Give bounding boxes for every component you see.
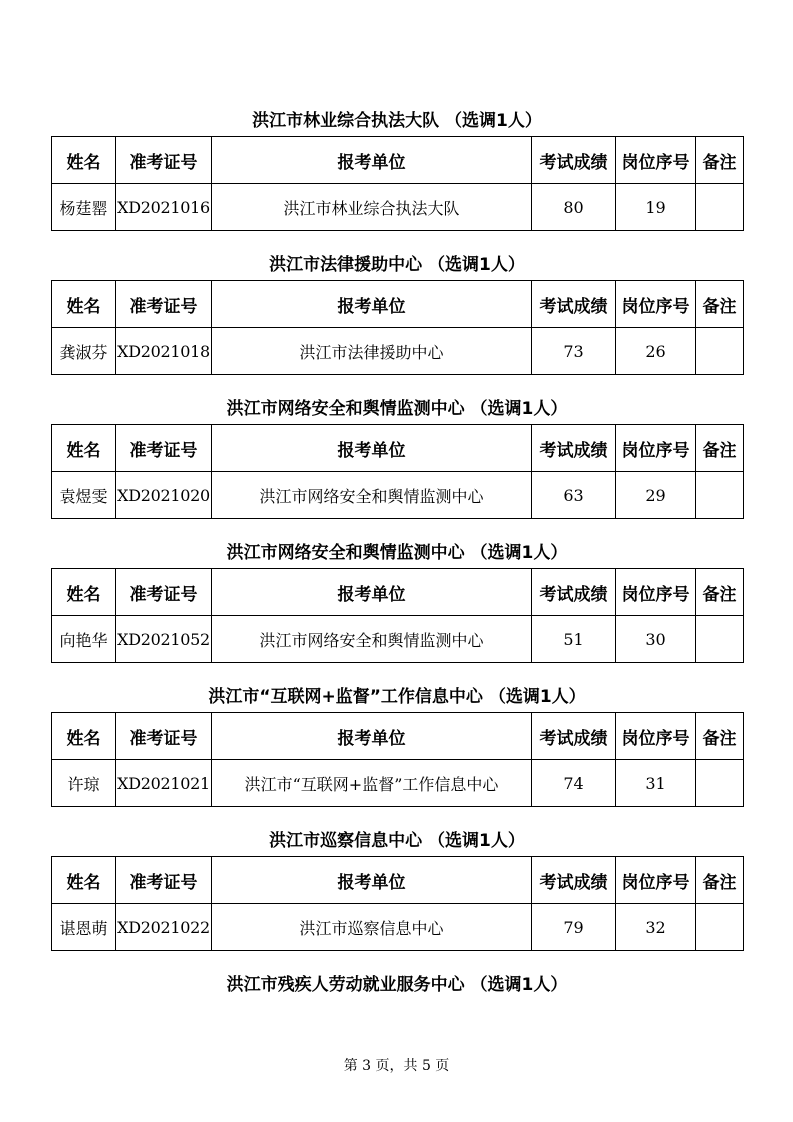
header-exam-id: 准考证号 (116, 425, 212, 472)
cell-exam-id: XD2021018 (116, 328, 212, 375)
section-title: 洪江市巡察信息中心 （选调1人） (269, 831, 525, 851)
header-position-no: 岗位序号 (616, 425, 696, 472)
result-table (51, 856, 744, 951)
header-row (52, 137, 744, 184)
header-score: 考试成绩 (532, 137, 616, 184)
header-row (52, 569, 744, 616)
cell-remark (696, 328, 744, 375)
cell-position-no: 31 (616, 760, 696, 807)
header-unit: 报考单位 (212, 713, 532, 760)
cell-exam-id: XD2021016 (116, 184, 212, 231)
cell-score: 80 (532, 184, 616, 231)
cell-unit: 洪江市“互联网+监督”工作信息中心 (212, 760, 532, 807)
cell-exam-id: XD2021020 (116, 472, 212, 519)
header-exam-id: 准考证号 (116, 857, 212, 904)
cell-position-no: 32 (616, 904, 696, 951)
header-score: 考试成绩 (532, 569, 616, 616)
header-row (52, 281, 744, 328)
header-unit: 报考单位 (212, 857, 532, 904)
header-position-no: 岗位序号 (616, 857, 696, 904)
cell-remark (696, 904, 744, 951)
header-name: 姓名 (52, 137, 116, 184)
header-remark: 备注 (696, 137, 744, 184)
table-row (52, 328, 744, 375)
result-table (51, 280, 744, 375)
header-remark: 备注 (696, 569, 744, 616)
section-title: 洪江市法律援助中心 （选调1人） (269, 255, 525, 275)
header-position-no: 岗位序号 (616, 137, 696, 184)
section-title: 洪江市林业综合执法大队 （选调1人） (252, 111, 542, 131)
cell-name: 杨莛罂 (52, 184, 116, 231)
cell-score: 63 (532, 472, 616, 519)
cell-position-no: 19 (616, 184, 696, 231)
header-unit: 报考单位 (212, 137, 532, 184)
cell-position-no: 26 (616, 328, 696, 375)
result-table (51, 136, 744, 231)
cell-unit: 洪江市网络安全和舆情监测中心 (212, 616, 532, 663)
table-row (52, 472, 744, 519)
cell-score: 74 (532, 760, 616, 807)
cell-unit: 洪江市巡察信息中心 (212, 904, 532, 951)
cell-remark (696, 616, 744, 663)
table-row (52, 760, 744, 807)
header-remark: 备注 (696, 857, 744, 904)
result-table (51, 424, 744, 519)
header-remark: 备注 (696, 425, 744, 472)
header-remark: 备注 (696, 713, 744, 760)
table-row (52, 184, 744, 231)
cell-name: 龚淑芬 (52, 328, 116, 375)
section-title: 洪江市残疾人劳动就业服务中心 （选调1人） (226, 975, 568, 995)
page-number-footer: 第 3 页，共 5 页 (343, 1058, 450, 1074)
cell-unit: 洪江市林业综合执法大队 (212, 184, 532, 231)
cell-remark (696, 184, 744, 231)
cell-remark (696, 760, 744, 807)
header-name: 姓名 (52, 569, 116, 616)
cell-remark (696, 472, 744, 519)
cell-name: 谌恩萌 (52, 904, 116, 951)
cell-position-no: 29 (616, 472, 696, 519)
cell-name: 袁煜雯 (52, 472, 116, 519)
header-name: 姓名 (52, 857, 116, 904)
header-position-no: 岗位序号 (616, 281, 696, 328)
header-row (52, 425, 744, 472)
cell-unit: 洪江市法律援助中心 (212, 328, 532, 375)
header-name: 姓名 (52, 425, 116, 472)
header-name: 姓名 (52, 281, 116, 328)
header-exam-id: 准考证号 (116, 569, 212, 616)
header-name: 姓名 (52, 713, 116, 760)
cell-position-no: 30 (616, 616, 696, 663)
cell-score: 73 (532, 328, 616, 375)
header-score: 考试成绩 (532, 281, 616, 328)
header-unit: 报考单位 (212, 281, 532, 328)
header-exam-id: 准考证号 (116, 713, 212, 760)
cell-score: 79 (532, 904, 616, 951)
header-position-no: 岗位序号 (616, 569, 696, 616)
header-remark: 备注 (696, 281, 744, 328)
cell-name: 许琼 (52, 760, 116, 807)
header-exam-id: 准考证号 (116, 281, 212, 328)
header-exam-id: 准考证号 (116, 137, 212, 184)
cell-unit: 洪江市网络安全和舆情监测中心 (212, 472, 532, 519)
section-title: 洪江市“互联网+监督”工作信息中心 （选调1人） (208, 687, 586, 707)
header-unit: 报考单位 (212, 569, 532, 616)
header-position-no: 岗位序号 (616, 713, 696, 760)
header-score: 考试成绩 (532, 713, 616, 760)
cell-name: 向艳华 (52, 616, 116, 663)
header-score: 考试成绩 (532, 857, 616, 904)
section-title: 洪江市网络安全和舆情监测中心 （选调1人） (226, 399, 568, 419)
header-unit: 报考单位 (212, 425, 532, 472)
cell-exam-id: XD2021052 (116, 616, 212, 663)
header-row (52, 857, 744, 904)
cell-exam-id: XD2021022 (116, 904, 212, 951)
result-table (51, 712, 744, 807)
table-row (52, 904, 744, 951)
result-table (51, 568, 744, 663)
header-row (52, 713, 744, 760)
table-row (52, 616, 744, 663)
header-score: 考试成绩 (532, 425, 616, 472)
cell-exam-id: XD2021021 (116, 760, 212, 807)
section-title: 洪江市网络安全和舆情监测中心 （选调1人） (226, 543, 568, 563)
cell-score: 51 (532, 616, 616, 663)
